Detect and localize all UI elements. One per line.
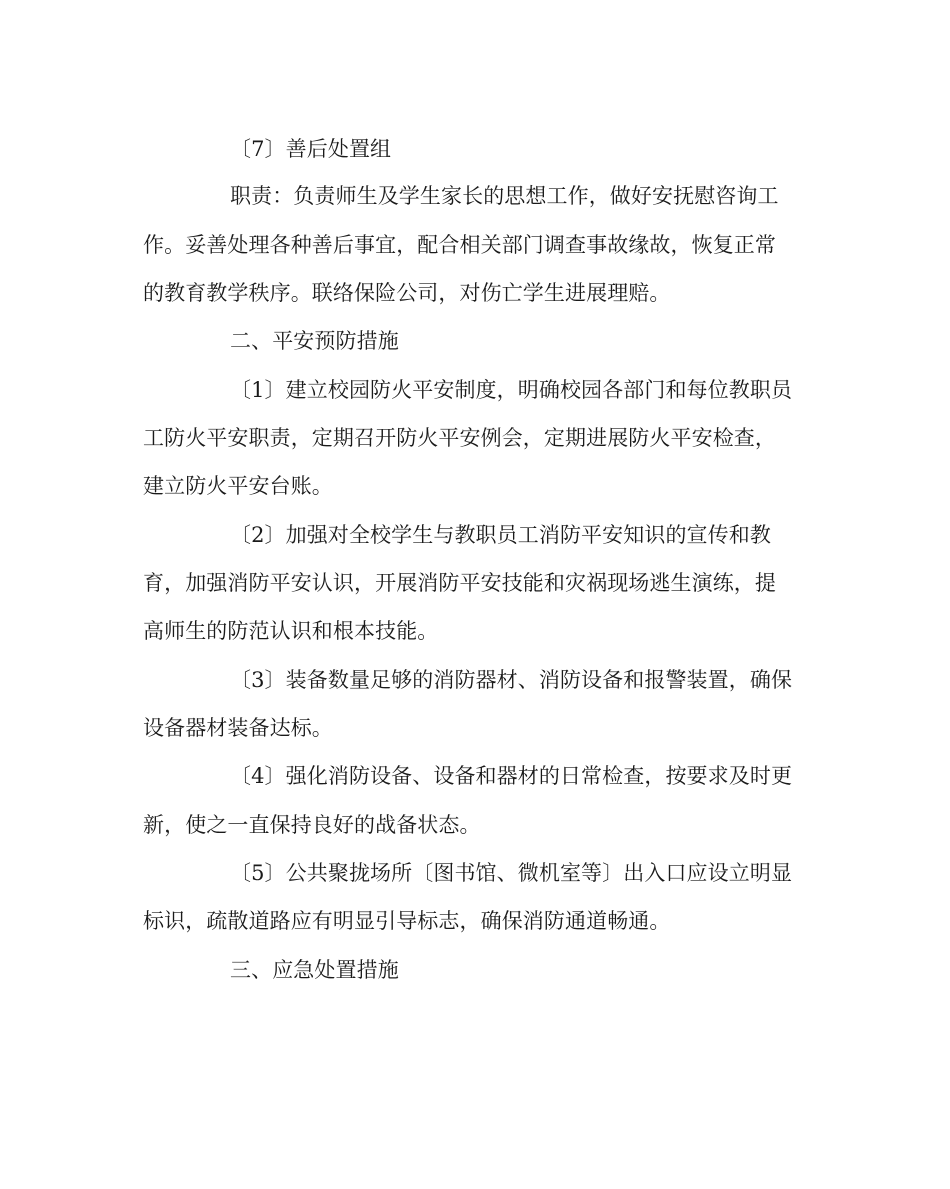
group-7-heading: 〔7〕善后处置组 [230, 137, 392, 161]
item-1-line-2: 工防火平安职责，定期召开防火平安例会，定期进展防火平安检查， [143, 426, 776, 450]
item-1-line-1: 〔1〕建立校园防火平安制度，明确校园各部门和每位教职员 [230, 378, 793, 402]
item-4-line-2: 新，使之一直保持良好的战备状态。 [143, 813, 481, 837]
item-2-line-2: 育，加强消防平安认识，开展消防平安技能和灾祸现场逃生演练，提 [143, 571, 776, 595]
item-1-line-3: 建立防火平安台账。 [143, 474, 333, 498]
item-4-line-1: 〔4〕强化消防设备、设备和器材的日常检查，按要求及时更 [230, 764, 793, 788]
item-3-line-2: 设备器材装备达标。 [143, 716, 333, 740]
duty-line-3: 的教育教学秩序。联络保险公司，对伤亡学生进展理赔。 [143, 281, 671, 305]
item-2-line-1: 〔2〕加强对全校学生与教职员工消防平安知识的宣传和教 [230, 523, 771, 547]
item-3-line-1: 〔3〕装备数量足够的消防器材、消防设备和报警装置，确保 [230, 668, 793, 692]
item-2-line-3: 高师生的防范认识和根本技能。 [143, 619, 439, 643]
section-2-title: 二、平安预防措施 [230, 329, 399, 353]
item-5-line-2: 标识，疏散道路应有明显引导标志，确保消防通道畅通。 [143, 909, 671, 933]
section-3-title: 三、应急处置措施 [230, 958, 399, 982]
duty-line-1: 职责：负责师生及学生家长的思想工作，做好安抚慰咨询工 [230, 184, 779, 208]
duty-line-2: 作。妥善处理各种善后事宜，配合相关部门调查事故缘故，恢复正常 [143, 233, 776, 257]
item-5-line-1: 〔5〕公共聚拢场所〔图书馆、微机室等〕出入口应设立明显 [230, 861, 793, 885]
